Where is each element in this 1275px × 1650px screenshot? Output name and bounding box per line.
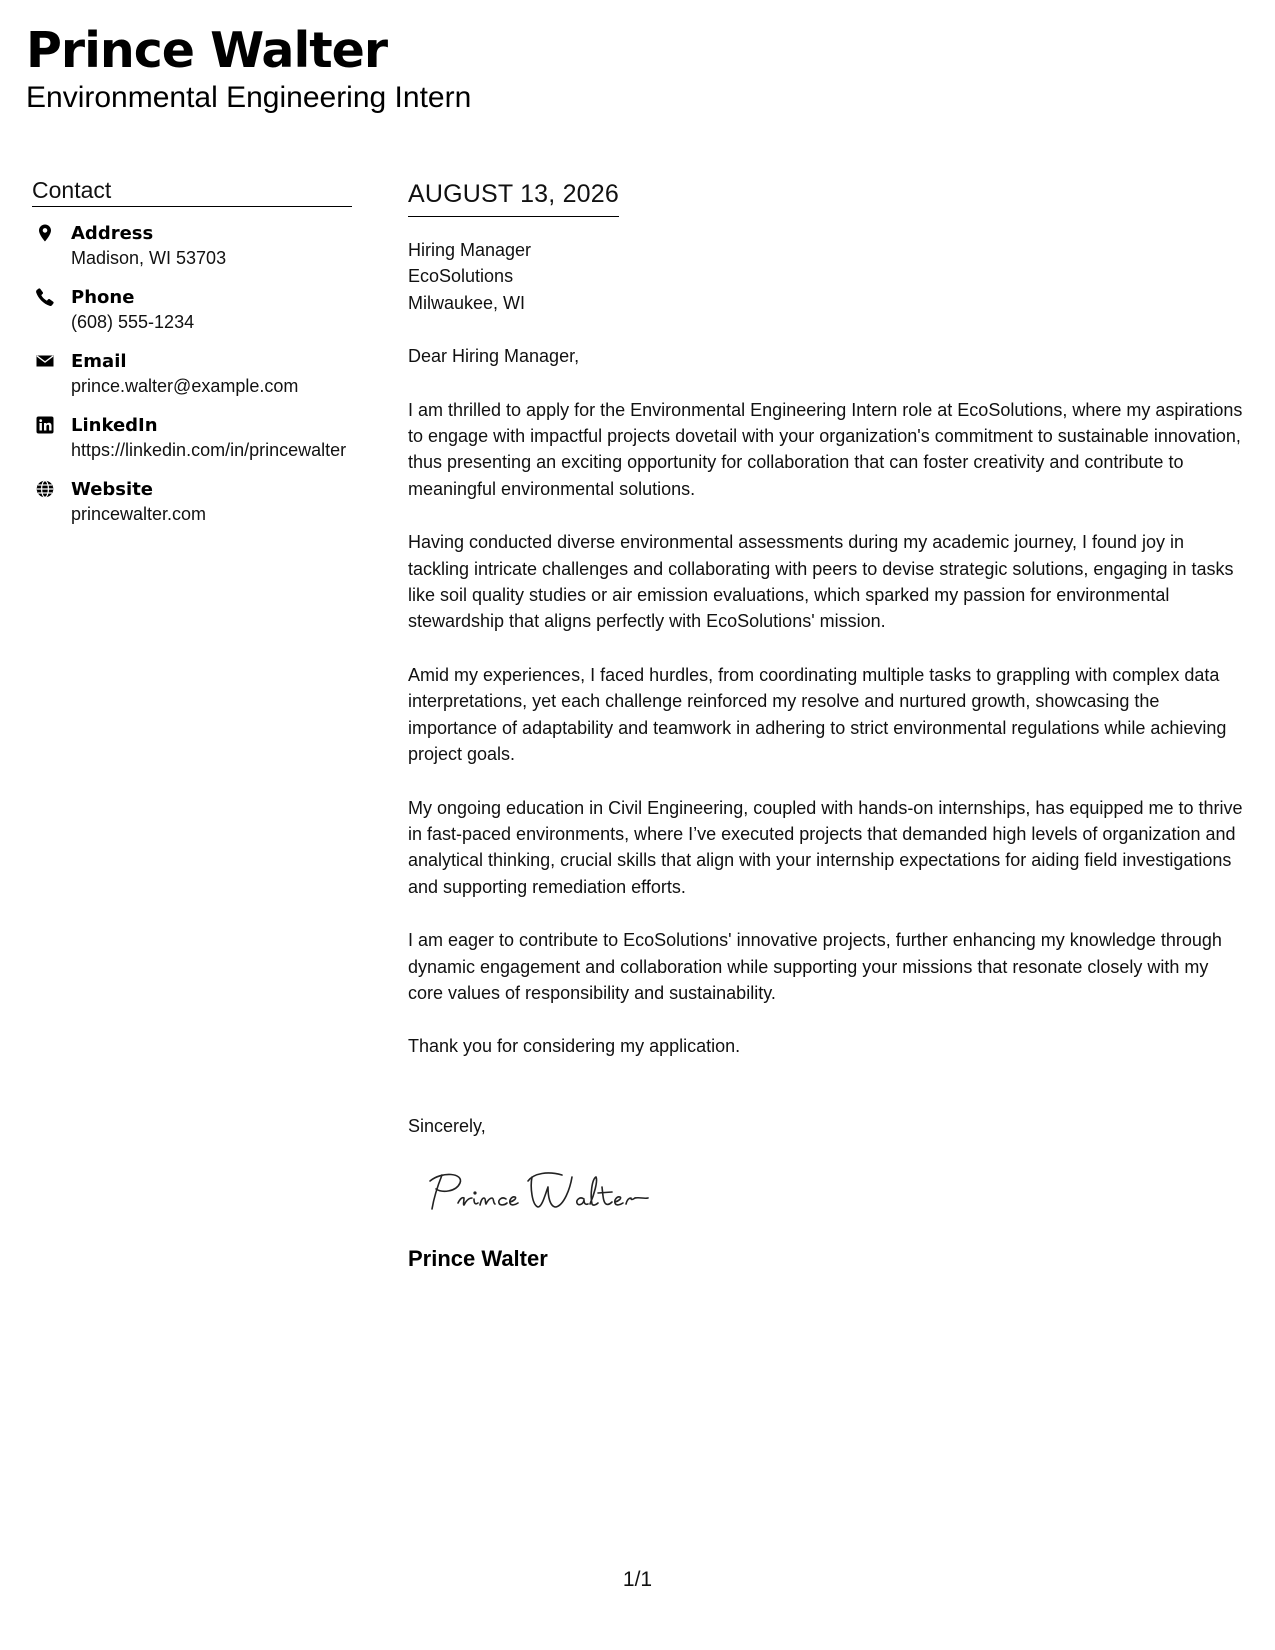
contact-item-address <box>32 221 352 271</box>
linkedin-icon <box>35 415 55 435</box>
contact-heading: Contact <box>32 176 352 207</box>
applicant-role: Environmental Engineering Intern <box>26 81 472 114</box>
recipient-block <box>408 237 1243 316</box>
map-pin-icon <box>35 223 55 243</box>
signed-name: Prince Walter <box>408 1245 548 1271</box>
recipient-line: EcoSolutions <box>408 266 514 287</box>
phone-icon <box>35 287 55 307</box>
applicant-name: Prince Walter <box>26 22 388 79</box>
contact-item-website <box>32 477 352 527</box>
letter-paragraph: Thank you for considering my application. <box>408 1036 741 1057</box>
address-value: Madison, WI 53703 <box>71 248 227 268</box>
globe-icon <box>35 479 55 499</box>
salutation: Dear Hiring Manager, <box>408 346 580 367</box>
envelope-icon <box>35 351 55 371</box>
contact-label: LinkedIn <box>71 415 158 436</box>
phone-value: (608) 555-1234 <box>71 312 195 332</box>
email-value[interactable]: prince.walter@example.com <box>71 376 299 396</box>
contact-label: Email <box>71 351 127 372</box>
letter-paragraph: My ongoing education in Civil Engineering, coupled with hands-on internships, has equipped me to thrive in fast-paced environments, where I’ve executed projects that demanded high levels of organization and analytical thinking, crucial skills that align with your internship expectations for aiding field investigations and supporting remediation efforts. <box>408 797 1243 897</box>
letter-date: AUGUST 13, 2026 <box>408 176 619 217</box>
contact-sidebar <box>32 176 352 541</box>
letter-paragraph: I am thrilled to apply for the Environmental Engineering Intern role at EcoSolutions, where my aspirations to engage with impactful projects dovetail with your organization's commitment to sustainable innovation, thus presenting an exciting opportunity for collaboration that can foster creativity and contribute to meaningful environmental solutions. <box>408 399 1243 499</box>
page-number: 1/1 <box>622 1568 653 1591</box>
letter-paragraph: Amid my experiences, I faced hurdles, from coordinating multiple tasks to grappling with complex data interpretations, yet each challenge reinforced my resolve and nurtured growth, showcasing the importance of adaptability and teamwork in adhering to strict environmental regulations while achieving project goals. <box>408 664 1227 765</box>
letter-paragraph: Having conducted diverse environmental assessments during my academic journey, I found joy in tackling intricate challenges and collaborating with peers to devise strategic solutions, engaging in tasks like soil quality studies or air emission evaluations, which sparked my passion for environmental stewardship that aligns perfectly with EcoSolutions' mission. <box>408 532 1234 632</box>
linkedin-value[interactable]: https://linkedin.com/in/princewalter <box>71 440 347 460</box>
handwritten-signature <box>422 1167 662 1219</box>
recipient-line: Milwaukee, WI <box>408 292 526 313</box>
contact-label: Website <box>71 479 154 500</box>
closing: Sincerely, <box>408 1115 486 1136</box>
letter-paragraph: I am eager to contribute to EcoSolutions' innovative projects, further enhancing my knowledge through dynamic engagement and collaboration while supporting your missions that resonate closely with my core values of responsibility and sustainability. <box>408 930 1222 1003</box>
contact-item-linkedin <box>32 413 352 463</box>
contact-label: Address <box>71 223 154 244</box>
website-value[interactable]: princewalter.com <box>71 504 207 524</box>
contact-label: Phone <box>71 287 135 308</box>
recipient-line: Hiring Manager <box>408 240 532 260</box>
contact-item-email <box>32 349 352 399</box>
letter-body <box>408 176 1243 1273</box>
letter-header <box>26 22 471 116</box>
contact-item-phone <box>32 285 352 335</box>
